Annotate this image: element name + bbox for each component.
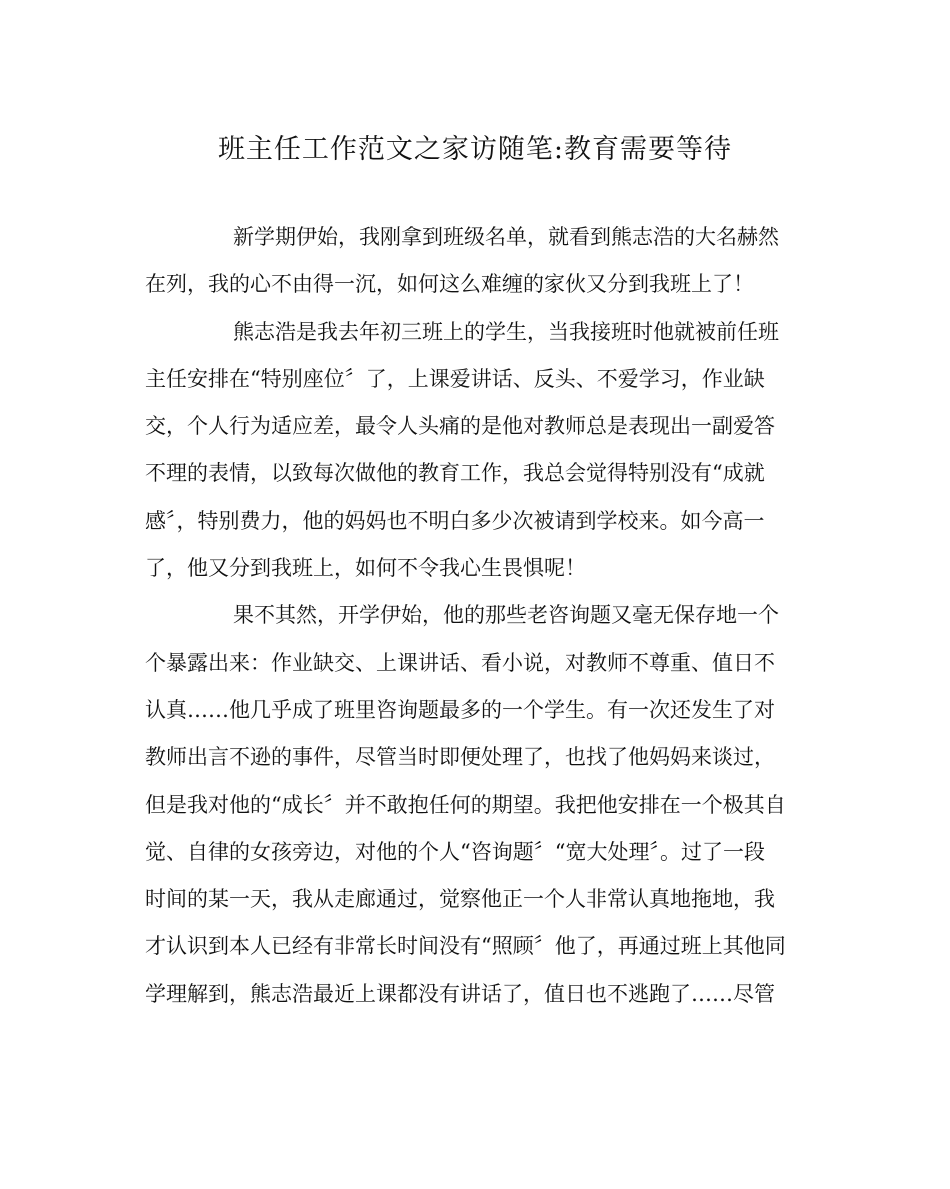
text-line: 新学期伊始，我刚拿到班级名单，就看到熊志浩的大名赫然: [233, 225, 779, 249]
text-line: 认真……他几乎成了班里咨询题最多的一个学生。有一次还发生了对: [145, 697, 775, 722]
text-line: 但是我对他的“成长〞并不敢抱任何的期望。我把他安排在一个极其自: [145, 792, 786, 817]
document-body: [145, 214, 815, 1018]
text-line: 不理的表情，以致每次做他的教育工作，我总会觉得特别没有“成就: [145, 461, 765, 486]
text-line: 觉、自律的女孩旁边，对他的个人“咨询题〞“宽大处理〞。过了一段: [145, 839, 765, 864]
text-line: 教师出言不逊的事件，尽管当时即便处理了，也找了他妈妈来谈过，: [145, 745, 775, 770]
text-line: 学理解到，熊志浩最近上课都没有讲话了，值日也不逃跑了……尽管: [145, 981, 775, 1006]
text-line: 了，他又分到我班上，如何不令我心生畏惧呢！: [145, 556, 586, 581]
text-line: 个暴露出来：作业缺交、上课讲话、看小说，对教师不尊重、值日不: [145, 650, 775, 675]
text-line: 熊志浩是我去年初三班上的学生，当我接班时他就被前任班: [233, 319, 779, 344]
text-line: 果不其然，开学伊始，他的那些老咨询题又毫无保存地一个: [233, 603, 779, 628]
text-line: 才认识到本人已经有非常长时间没有“照顾〞他了，再通过班上其他同: [145, 934, 786, 959]
text-line: 主任安排在“特别座位〞了，上课爱讲话、反头、不爱学习，作业缺: [145, 366, 765, 391]
document-title: 班主任工作范文之家访随笔:教育需要等待: [217, 134, 733, 165]
text-line: 感〞，特别费力，他的妈妈也不明白多少次被请到学校来。如今高一: [145, 508, 765, 533]
text-line: 交，个人行为适应差，最令人头痛的是他对教师总是表现出一副爱答: [145, 414, 775, 439]
text-line: 在列，我的心不由得一沉，如何这么难缠的家伙又分到我班上了！: [145, 272, 754, 297]
text-line: 时间的某一天，我从走廊通过，觉察他正一个人非常认真地拖地，我: [145, 887, 775, 912]
